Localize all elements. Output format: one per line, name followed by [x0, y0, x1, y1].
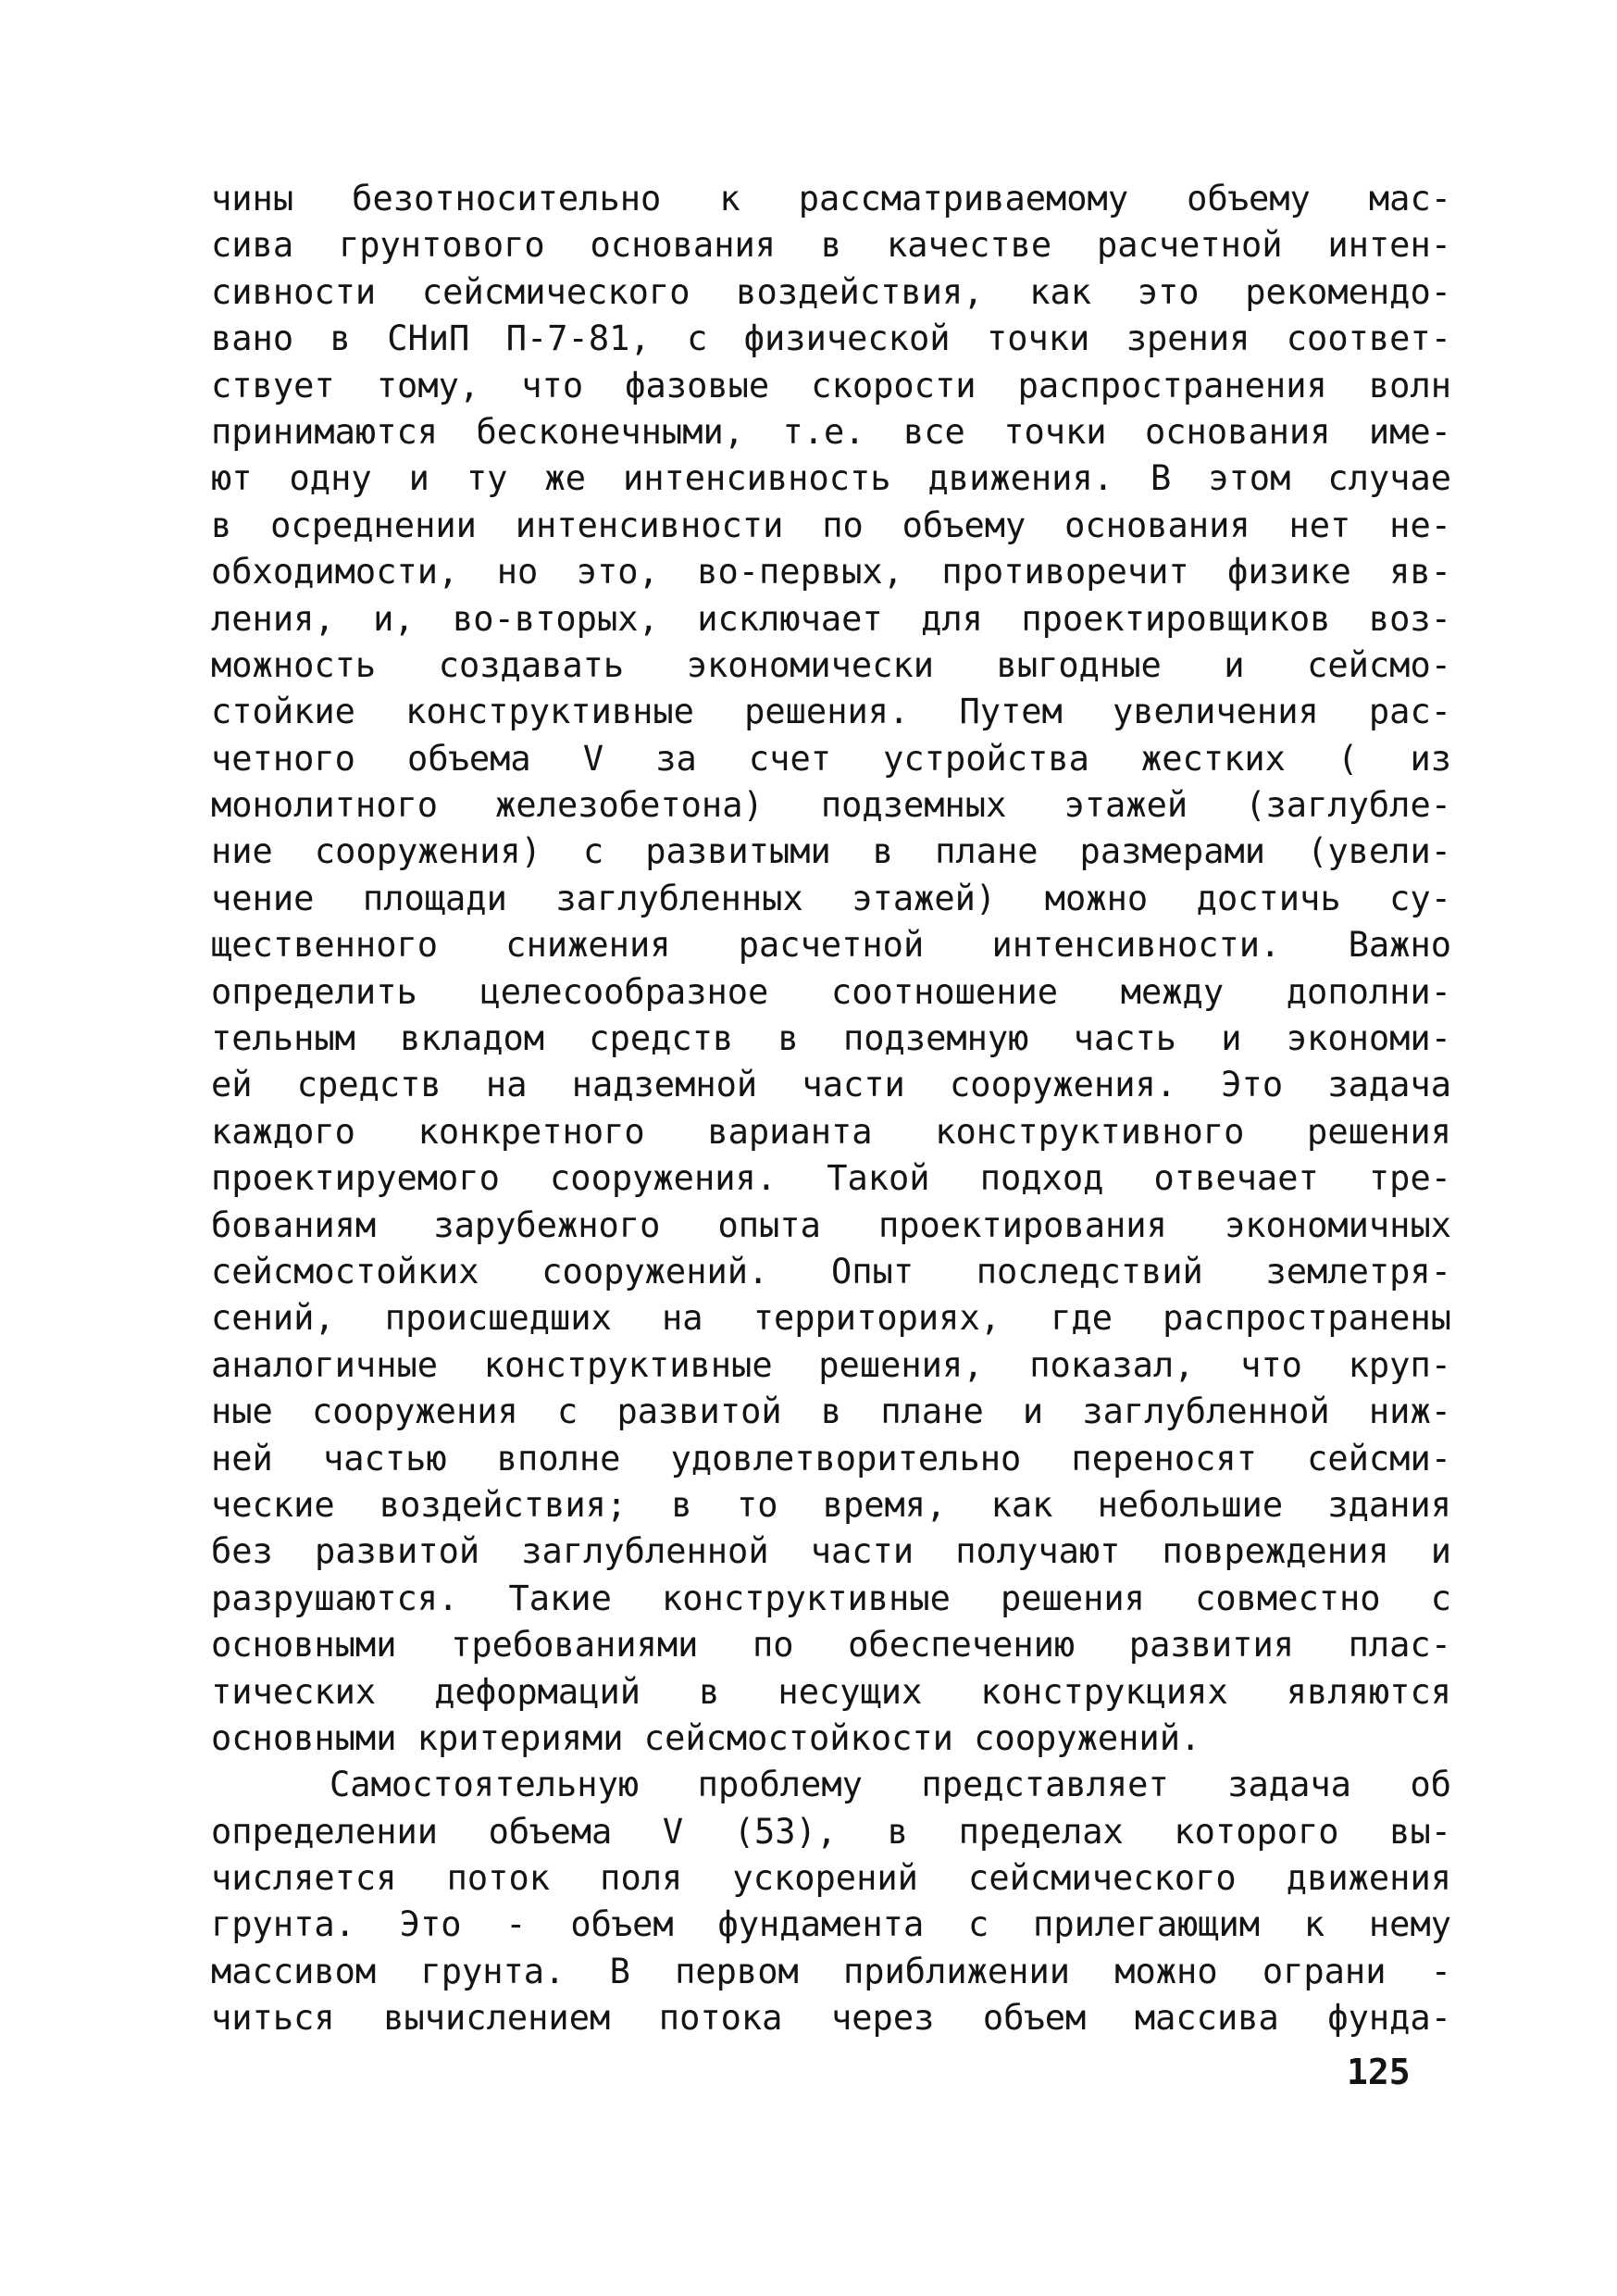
text-line: разрушаются. Такие конструктивные решения совместно с — [211, 1578, 1451, 1618]
text-line: ют одну и ту же интенсивность движения. В этом случае — [211, 458, 1451, 499]
text-line: сивности сейсмического воздействия, как это рекомендо- — [211, 271, 1451, 312]
text-line: чины безотносительно к рассматриваемому объему мас- — [211, 179, 1451, 218]
paragraph-1 — [211, 176, 1451, 1762]
paragraph-2 — [211, 1762, 1451, 2041]
text-line: грунта. Это - объем фундамента с прилегающим к нему — [211, 1904, 1451, 1945]
text-line: сива грунтового основания в качестве расчетной интен- — [211, 225, 1451, 266]
text-line: аналогичные конструктивные решения, показал, что круп- — [211, 1344, 1451, 1385]
text-line: сений, происшедших на территориях, где распространены — [211, 1298, 1451, 1339]
text-line: ствует тому, что фазовые скорости распространения волн — [211, 365, 1451, 406]
text-line: щественного снижения расчетной интенсивности. Важно — [211, 925, 1451, 966]
text-line: без развитой заглубленной части получают повреждения и — [211, 1531, 1451, 1572]
text-line: сейсмостойких сооружений. Опыт последствий землетря- — [211, 1251, 1451, 1292]
text-line: массивом грунта. В первом приближении можно ограни - — [211, 1951, 1451, 1991]
text-line: определить целесообразное соотношение между дополни- — [211, 971, 1451, 1012]
text-line: основными критериями сейсмостойкости сооружений. — [211, 1717, 1201, 1758]
text-line: читься вычислением потока через объем массива фунда- — [211, 1998, 1451, 2039]
text-line: ные сооружения с развитой в плане и заглубленной ниж- — [211, 1391, 1451, 1432]
text-line: каждого конкретного варианта конструктивного решения — [211, 1111, 1451, 1152]
text-line: обходимости, но это, во-первых, противоречит физике яв- — [211, 552, 1451, 593]
text-line: в осреднении интенсивности по объему основания нет не- — [211, 505, 1451, 545]
text-line: четного объема V за счет устройства жестких ( из — [211, 738, 1451, 779]
text-line: определении объема V (53), в пределах которого вы- — [211, 1811, 1451, 1852]
text-line: можность создавать экономически выгодные и сейсмо- — [211, 644, 1451, 685]
text-line: монолитного железобетона) подземных этажей (заглубле- — [211, 785, 1451, 826]
text-line: ней частью вполне удовлетворительно переносят сейсми- — [211, 1438, 1451, 1479]
text-line: принимаются бесконечными, т.е. все точки основания име- — [211, 411, 1451, 452]
body-text — [211, 176, 1451, 2042]
text-line: Самостоятельную проблему представляет задача об — [330, 1765, 1451, 1805]
text-line: стойкие конструктивные решения. Путем увеличения рас- — [211, 692, 1451, 732]
text-line: чение площади заглубленных этажей) можно достичь су- — [211, 878, 1451, 918]
text-line: бованиям зарубежного опыта проектирования экономичных — [211, 1204, 1451, 1245]
text-line: тельным вкладом средств в подземную часть и экономи- — [211, 1018, 1451, 1059]
text-line: проектируемого сооружения. Такой подход отвечает тре- — [211, 1158, 1451, 1199]
text-line: тических деформаций в несущих конструкциях являются — [211, 1671, 1451, 1712]
page-number: 125 — [1347, 2052, 1411, 2092]
text-line: основными требованиями по обеспечению развития плас- — [211, 1625, 1451, 1666]
text-line: ей средств на надземной части сооружения. Это задача — [211, 1065, 1451, 1105]
text-line: ческие воздействия; в то время, как небольшие здания — [211, 1484, 1451, 1525]
text-line: числяется поток поля ускорений сейсмического движения — [211, 1858, 1451, 1899]
text-line: ления, и, во-вторых, исключает для проектировщиков воз- — [211, 598, 1451, 639]
text-line: вано в СНиП П-7-81, с физической точки зрения соответ- — [211, 318, 1451, 359]
text-line: ние сооружения) с развитыми в плане размерами (увели- — [211, 831, 1451, 872]
